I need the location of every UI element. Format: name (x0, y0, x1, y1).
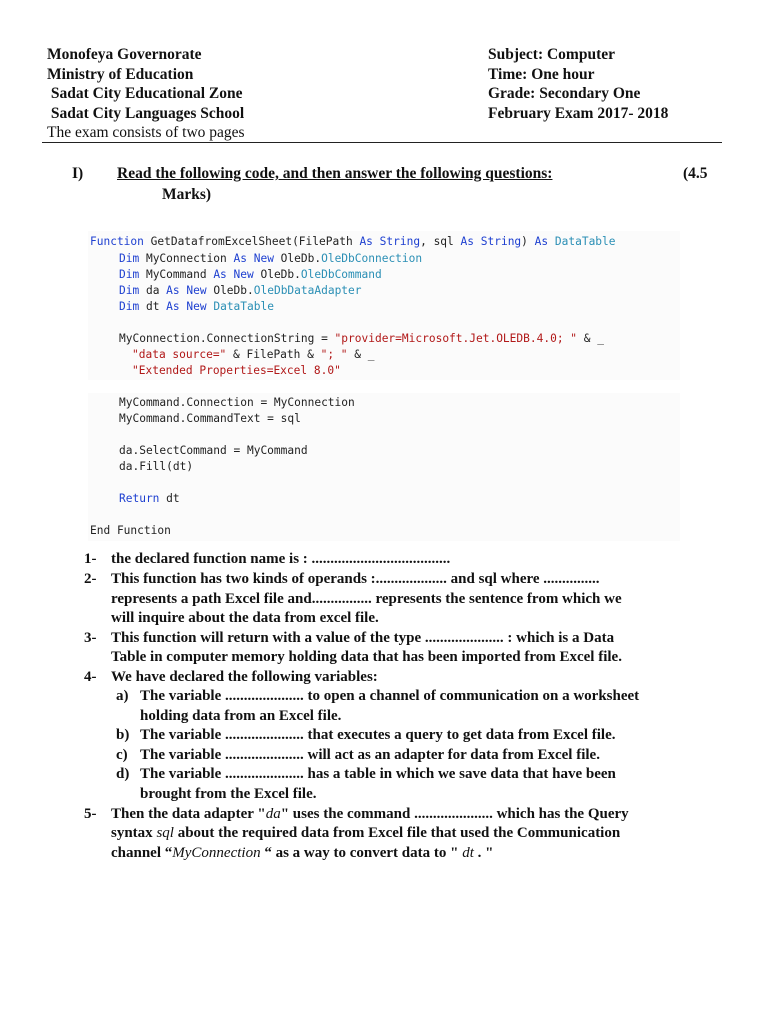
q2-text-2: represents a path Excel file and................ represents the sentence from which we (111, 591, 622, 607)
q4-text: We have declared the following variables: (111, 669, 378, 685)
q4c-label: c) (116, 747, 128, 763)
section-marks-b: Marks) (162, 186, 212, 203)
code-line-1: Function GetDatafromExcelSheet(FilePath As String, sql As String) As DataTable (90, 235, 616, 248)
q1-number: 1- (84, 551, 97, 567)
section-number: I) (72, 165, 84, 182)
code-line-9: MyCommand.Connection = MyConnection (119, 396, 355, 409)
header-left (47, 45, 245, 143)
q4d-text-1: The variable ..................... has a table in which we save data that have been (140, 766, 616, 782)
code-line-14: End Function (90, 524, 171, 537)
q4-number: 4- (84, 669, 97, 685)
header-divider (42, 142, 722, 143)
q4d-text-2: brought from the Excel file. (140, 786, 317, 802)
q5-text-3: channel “MyConnection “ as a way to convert data to " dt . " (111, 845, 494, 861)
q3-text-2: Table in computer memory holding data that has been imported from Excel file. (111, 649, 622, 665)
q4d-label: d) (116, 766, 130, 782)
header-right (488, 45, 668, 123)
page-count-note: The exam consists of two pages (47, 124, 245, 141)
subject: Subject: Computer (488, 46, 615, 63)
q4a-text-2: holding data from an Excel file. (140, 708, 342, 724)
exam-title: February Exam 2017- 2018 (488, 104, 669, 122)
code-line-6: MyConnection.ConnectionString = "provider=Microsoft.Jet.OLEDB.4.0; " & _ (119, 332, 604, 345)
q2-text-3: will inquire about the data from excel file. (111, 610, 379, 626)
q5-text-2: syntax sql about the required data from Excel file that used the Communication (111, 825, 621, 841)
q4b-text: The variable ..................... that executes a query to get data from Excel file. (140, 727, 616, 743)
grade: Grade: Secondary One (488, 85, 641, 102)
q3-number: 3- (84, 630, 97, 646)
code-line-12: da.Fill(dt) (119, 460, 194, 473)
code-line-3: Dim MyCommand As New OleDb.OleDbCommand (119, 268, 382, 281)
governorate: Monofeya Governorate (47, 46, 202, 63)
code-line-13: Return dt (119, 492, 180, 505)
code-line-7: "data source=" & FilePath & "; " & _ (132, 348, 375, 361)
code-line-2: Dim MyConnection As New OleDb.OleDbConnection (119, 252, 423, 265)
code-line-4: Dim da As New OleDb.OleDbDataAdapter (119, 284, 362, 297)
code-line-5: Dim dt As New DataTable (119, 300, 274, 313)
q1-text: the declared function name is : ..................................... (111, 551, 451, 567)
code-line-8: "Extended Properties=Excel 8.0" (132, 364, 341, 377)
q2-text-1: This function has two kinds of operands :................... and sql where ............... (111, 571, 600, 587)
code-gap (88, 380, 680, 393)
code-line-11: da.SelectCommand = MyCommand (119, 444, 308, 457)
q5-number: 5- (84, 806, 97, 822)
q2-number: 2- (84, 571, 97, 587)
code-line-10: MyCommand.CommandText = sql (119, 412, 301, 425)
q4b-label: b) (116, 727, 130, 743)
q4a-text-1: The variable ..................... to open a channel of communication on a worksheet (140, 688, 640, 704)
section-instruction-block (117, 164, 708, 203)
time: Time: One hour (488, 65, 595, 83)
q4a-label: a) (116, 688, 129, 704)
ministry: Ministry of Education (47, 65, 194, 83)
zone: Sadat City Educational Zone (47, 85, 243, 102)
q4c-text: The variable ..................... will act as an adapter for data from Excel file. (140, 747, 600, 763)
q5-text-1: Then the data adapter "da" uses the command ..................... which has the Query (111, 806, 629, 822)
section-marks-a: (4.5 (683, 165, 708, 182)
section-instruction: Read the following code, and then answer the following questions: (117, 165, 553, 182)
school: Sadat City Languages School (47, 104, 245, 122)
q3-text-1: This function will return with a value of the type ..................... : which is a Data (111, 630, 615, 646)
